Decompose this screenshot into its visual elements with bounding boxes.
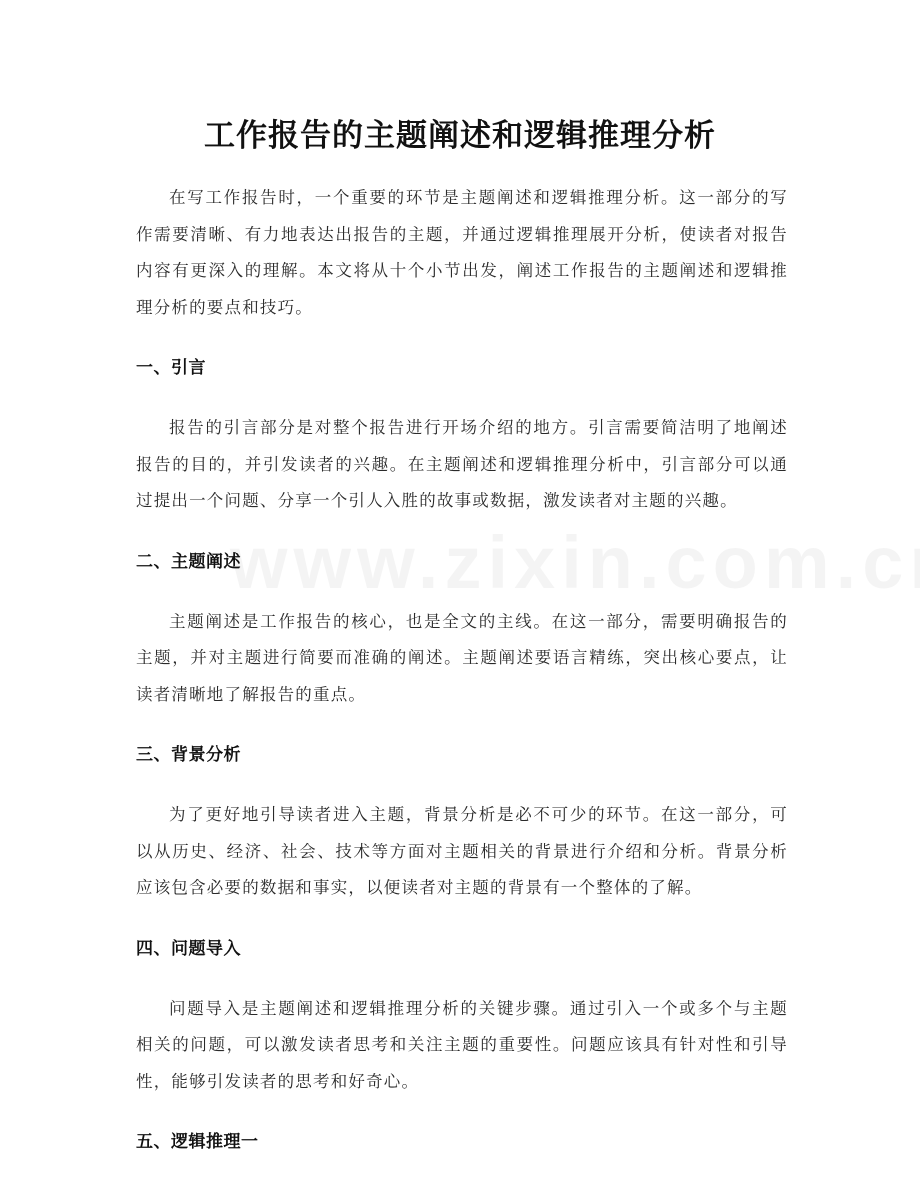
section-paragraph-theme: 主题阐述是工作报告的核心，也是全文的主线。在这一部分，需要明确报告的主题，并对主题进行简要而准确的阐述。主题阐述要语言精练，突出核心要点，让读者清晰地了解报告的重点。	[136, 611, 788, 704]
section-paragraph-problem: 问题导入是主题阐述和逻辑推理分析的关键步骤。通过引入一个或多个与主题相关的问题，可以激发读者思考和关注主题的重要性。问题应该具有针对性和引导性，能够引发读者的思考和好奇心。	[136, 998, 788, 1091]
document-body	[136, 180, 788, 1154]
document-title: 工作报告的主题阐述和逻辑推理分析	[204, 118, 716, 154]
section-heading-background: 三、背景分析	[136, 745, 241, 765]
section-heading-logic-1: 五、逻辑推理一	[136, 1132, 259, 1152]
section-heading-problem: 四、问题导入	[136, 938, 241, 959]
intro-paragraph: 在写工作报告时，一个重要的环节是主题阐述和逻辑推理分析。这一部分的写作需要清晰、有力地表达出报告的主题，并通过逻辑推理展开分析，使读者对报告内容有更深入的理解。本文将从十个小节出发，阐述工作报告的主题阐述和逻辑推理分析的要点和技巧。	[136, 188, 788, 317]
section-heading-intro: 一、引言	[136, 358, 206, 378]
section-heading-theme: 二、主题阐述	[136, 551, 241, 572]
section-paragraph-background: 为了更好地引导读者进入主题，背景分析是必不可少的环节。在这一部分，可以从历史、经济、社会、技术等方面对主题相关的背景进行介绍和分析。背景分析应该包含必要的数据和事实，以便读者对主题的背景有一个整体的了解。	[136, 805, 788, 897]
section-paragraph-intro: 报告的引言部分是对整个报告进行开场介绍的地方。引言需要简洁明了地阐述报告的目的，并引发读者的兴趣。在主题阐述和逻辑推理分析中，引言部分可以通过提出一个问题、分享一个引人入胜的故事或数据，激发读者对主题的兴趣。	[136, 418, 788, 510]
